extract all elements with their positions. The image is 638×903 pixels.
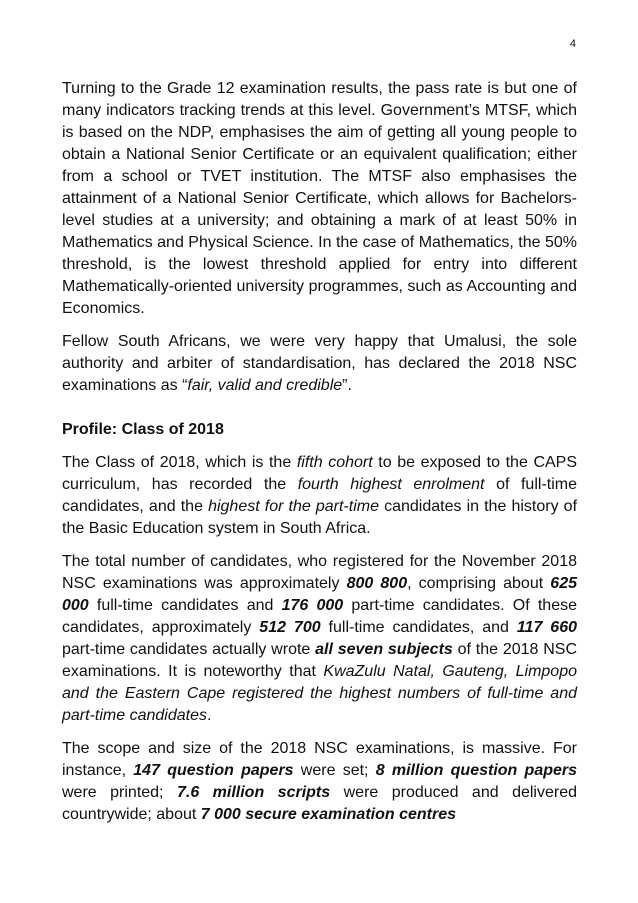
emphasis-text: fifth cohort <box>296 454 373 471</box>
figure-highlight: 8 million question papers <box>375 762 578 779</box>
text-run: part-time candidates actually wrote <box>62 641 316 658</box>
text-run: , comprising about <box>407 575 551 592</box>
text-run: full-time candidates, and <box>320 619 517 636</box>
emphasis-text: highest for the part-time <box>208 498 379 515</box>
paragraph-class-profile <box>62 452 577 540</box>
text-run: were produced and delivered countrywide; about <box>62 784 578 823</box>
text-run: full-time candidates and <box>88 597 282 614</box>
text-run: were set; <box>293 762 376 779</box>
text-run: The scope and size of the 2018 NSC examinations, is massive. For instance, <box>62 740 577 779</box>
emphasis-quote: fair, valid and credible <box>187 377 343 394</box>
page-number: 4 <box>569 38 576 50</box>
figure-highlight: 625 000 <box>62 575 577 614</box>
figure-highlight: 512 700 <box>259 619 321 636</box>
emphasis-text: KwaZulu Natal, Gauteng, Limpopo and the Eastern Cape registered the highest numbers of full-time and part-time candidates <box>62 663 577 724</box>
text-run: part-time candidates. Of these candidates, approximately <box>62 597 577 636</box>
figure-highlight: 176 000 <box>281 597 344 614</box>
figure-highlight: 7.6 million scripts <box>176 784 331 801</box>
text-run: of the 2018 NSC examinations. It is noteworthy that <box>62 641 577 680</box>
text-run: candidates in the history of the Basic Education system in South Africa. <box>62 498 578 537</box>
figure-highlight: 147 question papers <box>133 762 294 779</box>
paragraph-candidate-numbers <box>62 551 577 727</box>
emphasis-text: fourth highest enrolment <box>297 476 485 493</box>
paragraph-grade12-results: Turning to the Grade 12 examination results, the pass rate is but one of many indicators tracking trends at this level. Government’s MTSF, which is based on the NDP, emphasises the aim of getting all young people to obtain a National Senior Certificate or an equivalent qualification; either from a school or TVET institution. The MTSF also emphasises the attainment of a National Senior Certificate, which allows for Bachelors-level studies at a university; and obtaining a mark of at least 50% in Mathematics and Physical Science. In the case of Mathematics, the 50% threshold, is the lowest threshold applied for entry into different Mathematically-oriented university programmes, such as Accounting and Economics. <box>62 80 577 317</box>
text-run: The total number of candidates, who registered for the November 2018 NSC examinations was approximately <box>62 553 577 592</box>
figure-highlight: 117 660 <box>516 619 578 636</box>
paragraph-scope-size <box>62 738 577 826</box>
figure-highlight: all seven subjects <box>315 641 453 658</box>
text-run: . <box>206 707 212 724</box>
paragraph-umalusi <box>62 331 577 397</box>
figure-highlight: 800 800 <box>346 575 408 592</box>
text-run: of full-time candidates, and the <box>62 476 577 515</box>
text-run: The Class of 2018, which is the <box>62 454 297 471</box>
section-heading: Profile: Class of 2018 <box>62 421 224 438</box>
text-run: Fellow South Africans, we were very happy that Umalusi, the sole authority and arbiter of standardisation, has declared the 2018 NSC examinations as “ <box>62 333 577 394</box>
figure-highlight: 7 000 secure examination centres <box>200 806 456 823</box>
text-run: were printed; <box>62 784 177 801</box>
document-body <box>62 78 577 837</box>
text-run: to be exposed to the CAPS curriculum, has recorded the <box>62 454 578 493</box>
text-run: ”. <box>342 377 352 394</box>
